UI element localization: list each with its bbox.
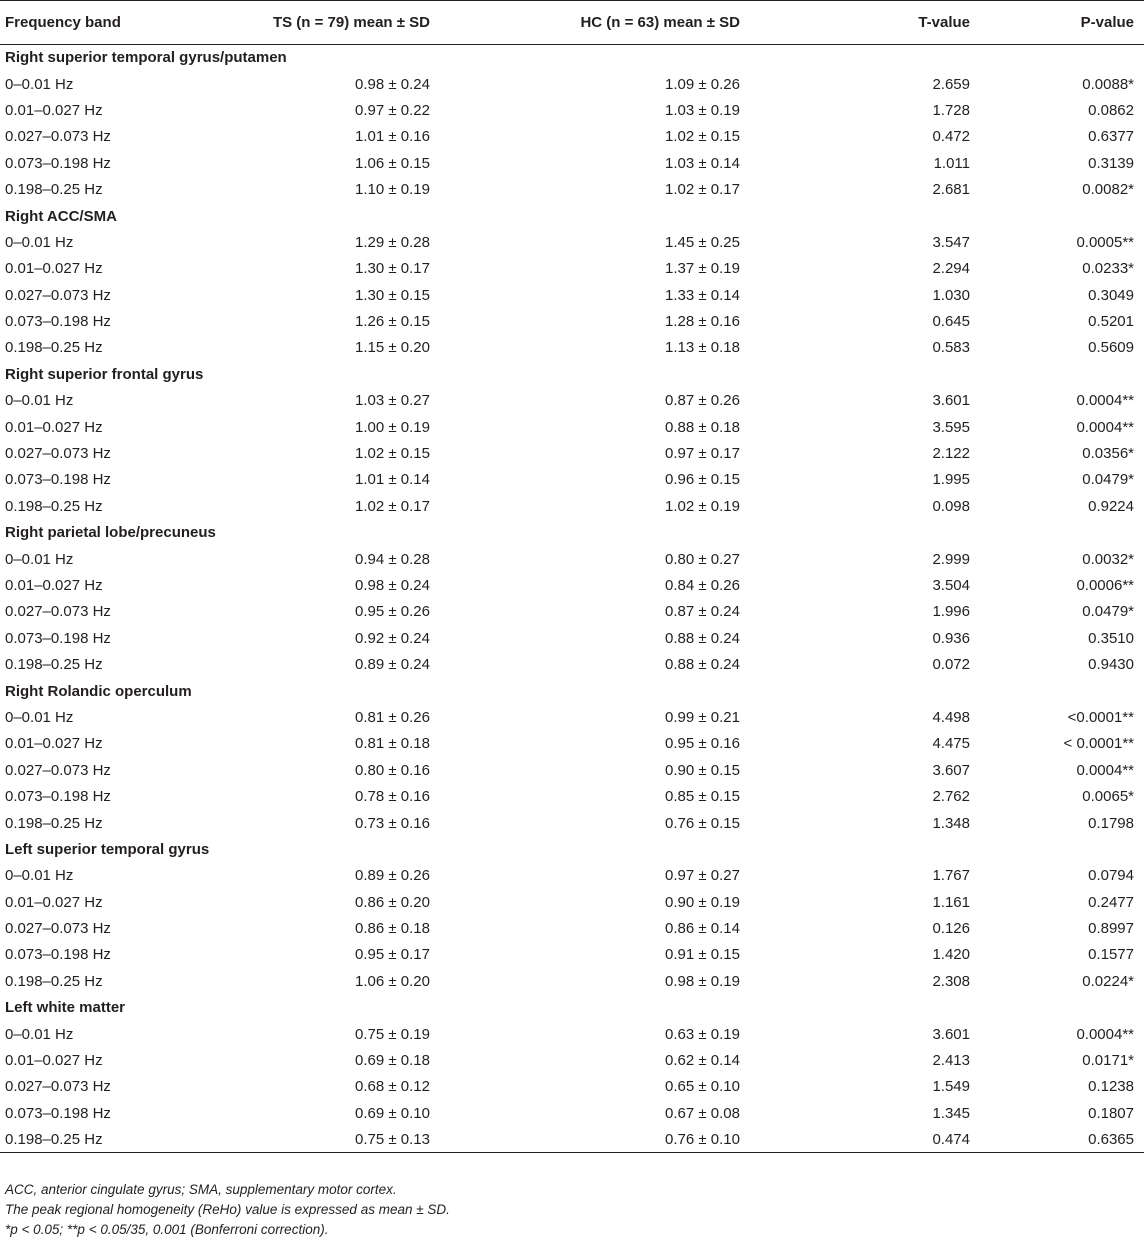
cell-p-value: < 0.0001** xyxy=(1063,735,1134,753)
table-row xyxy=(0,256,1144,282)
cell-hc-mean-sd: 0.97 ± 0.17 xyxy=(665,445,740,463)
cell-hc-mean-sd: 0.85 ± 0.15 xyxy=(665,788,740,806)
cell-t-value: 1.011 xyxy=(933,154,970,172)
cell-t-value: 1.345 xyxy=(932,1104,970,1122)
cell-ts-mean-sd: 0.89 ± 0.26 xyxy=(355,867,430,885)
cell-t-value: 0.072 xyxy=(932,656,970,674)
table-row xyxy=(0,150,1144,176)
cell-frequency-band: 0.073–0.198 Hz xyxy=(5,946,111,964)
cell-ts-mean-sd: 0.69 ± 0.10 xyxy=(355,1104,430,1122)
cell-frequency-band: 0.198–0.25 Hz xyxy=(5,181,103,199)
cell-hc-mean-sd: 0.90 ± 0.19 xyxy=(665,893,740,911)
cell-p-value: 0.1238 xyxy=(1088,1078,1134,1096)
cell-p-value: 0.0088* xyxy=(1082,75,1134,93)
table-row xyxy=(0,731,1144,757)
cell-t-value: 1.728 xyxy=(932,101,970,119)
cell-ts-mean-sd: 1.15 ± 0.20 xyxy=(355,339,430,357)
cell-t-value: 1.995 xyxy=(932,471,970,489)
table-header xyxy=(0,1,1144,45)
cell-ts-mean-sd: 0.75 ± 0.13 xyxy=(230,1127,430,1153)
table-row xyxy=(0,968,1144,994)
cell-hc-mean-sd: 1.33 ± 0.14 xyxy=(665,286,740,304)
cell-frequency-band: 0.198–0.25 Hz xyxy=(0,1127,230,1153)
cell-hc-mean-sd: 0.67 ± 0.08 xyxy=(665,1104,740,1122)
cell-hc-mean-sd: 1.37 ± 0.19 xyxy=(665,260,740,278)
header-t-value: T-value xyxy=(740,1,970,45)
table-row xyxy=(0,572,1144,598)
cell-hc-mean-sd: 0.90 ± 0.15 xyxy=(665,761,740,779)
cell-t-value: 3.607 xyxy=(932,761,970,779)
cell-p-value: 0.0004** xyxy=(1076,1025,1134,1043)
cell-frequency-band: 0–0.01 Hz xyxy=(5,75,74,93)
cell-t-value: 2.294 xyxy=(932,260,970,278)
cell-frequency-band: 0–0.01 Hz xyxy=(5,392,74,410)
cell-t-value: 2.122 xyxy=(932,445,970,463)
cell-hc-mean-sd: 1.09 ± 0.26 xyxy=(665,75,740,93)
cell-hc-mean-sd: 0.88 ± 0.24 xyxy=(665,629,740,647)
region-header-row xyxy=(0,678,1144,704)
cell-p-value: 0.6365 xyxy=(970,1127,1144,1153)
cell-hc-mean-sd: 0.88 ± 0.24 xyxy=(665,656,740,674)
cell-hc-mean-sd: 1.45 ± 0.25 xyxy=(665,233,740,251)
cell-frequency-band: 0.027–0.073 Hz xyxy=(5,445,111,463)
cell-hc-mean-sd: 0.95 ± 0.16 xyxy=(665,735,740,753)
cell-t-value: 4.498 xyxy=(932,708,970,726)
cell-t-value: 1.996 xyxy=(932,603,970,621)
cell-p-value: <0.0001** xyxy=(1067,708,1134,726)
region-header-row xyxy=(0,203,1144,229)
cell-ts-mean-sd: 1.02 ± 0.17 xyxy=(355,497,430,515)
cell-t-value: 0.936 xyxy=(932,629,970,647)
table-row xyxy=(0,810,1144,836)
table-row xyxy=(0,625,1144,651)
cell-ts-mean-sd: 0.92 ± 0.24 xyxy=(355,629,430,647)
table-row xyxy=(0,229,1144,255)
cell-hc-mean-sd: 0.80 ± 0.27 xyxy=(665,550,740,568)
cell-hc-mean-sd: 1.13 ± 0.18 xyxy=(665,339,740,357)
cell-t-value: 3.601 xyxy=(932,1025,970,1043)
region-name: Left superior temporal gyrus xyxy=(5,840,210,858)
cell-t-value: 0.472 xyxy=(932,128,970,146)
cell-ts-mean-sd: 0.95 ± 0.26 xyxy=(355,603,430,621)
table-row xyxy=(0,704,1144,730)
cell-frequency-band: 0–0.01 Hz xyxy=(5,233,74,251)
cell-t-value: 3.601 xyxy=(932,392,970,410)
cell-ts-mean-sd: 1.03 ± 0.27 xyxy=(355,392,430,410)
table-row xyxy=(0,1021,1144,1047)
cell-hc-mean-sd: 0.76 ± 0.15 xyxy=(665,814,740,832)
cell-ts-mean-sd: 0.81 ± 0.26 xyxy=(355,708,430,726)
cell-ts-mean-sd: 0.68 ± 0.12 xyxy=(355,1078,430,1096)
cell-hc-mean-sd: 0.87 ± 0.24 xyxy=(665,603,740,621)
table-row xyxy=(0,388,1144,414)
cell-p-value: 0.5609 xyxy=(1088,339,1134,357)
cell-hc-mean-sd: 0.98 ± 0.19 xyxy=(665,972,740,990)
table-row xyxy=(0,1100,1144,1126)
cell-t-value: 2.659 xyxy=(932,75,970,93)
table-row xyxy=(0,783,1144,809)
cell-p-value: 0.0794 xyxy=(1088,867,1134,885)
cell-frequency-band: 0.027–0.073 Hz xyxy=(5,761,111,779)
cell-frequency-band: 0.198–0.25 Hz xyxy=(5,656,103,674)
cell-p-value: 0.0862 xyxy=(1088,101,1134,119)
cell-hc-mean-sd: 1.02 ± 0.19 xyxy=(665,497,740,515)
cell-hc-mean-sd: 0.84 ± 0.26 xyxy=(665,577,740,594)
cell-p-value: 0.0005** xyxy=(1076,233,1134,251)
cell-p-value: 0.9430 xyxy=(1088,656,1134,674)
cell-hc-mean-sd: 1.03 ± 0.19 xyxy=(665,101,740,119)
table-row xyxy=(0,1127,1144,1153)
header-hc: HC (n = 63) mean ± SD xyxy=(430,1,740,45)
cell-ts-mean-sd: 0.69 ± 0.18 xyxy=(355,1052,430,1070)
table-row xyxy=(0,546,1144,572)
cell-frequency-band: 0.01–0.027 Hz xyxy=(5,735,103,753)
cell-t-value: 3.595 xyxy=(932,418,970,436)
table-row xyxy=(0,414,1144,440)
cell-ts-mean-sd: 0.78 ± 0.16 xyxy=(355,788,430,806)
cell-t-value: 0.098 xyxy=(932,497,970,515)
cell-ts-mean-sd: 1.00 ± 0.19 xyxy=(355,418,430,436)
table-row xyxy=(0,863,1144,889)
cell-p-value: 0.0004** xyxy=(1076,761,1134,779)
cell-frequency-band: 0.01–0.027 Hz xyxy=(5,101,103,119)
cell-hc-mean-sd: 0.96 ± 0.15 xyxy=(665,471,740,489)
cell-t-value: 1.420 xyxy=(932,946,970,964)
table-row xyxy=(0,651,1144,677)
cell-ts-mean-sd: 0.80 ± 0.16 xyxy=(355,761,430,779)
table-row xyxy=(0,71,1144,97)
cell-frequency-band: 0.198–0.25 Hz xyxy=(5,497,103,515)
cell-hc-mean-sd: 0.86 ± 0.14 xyxy=(665,920,740,938)
cell-frequency-band: 0.073–0.198 Hz xyxy=(5,629,111,647)
table-row xyxy=(0,493,1144,519)
footnote-abbreviations: ACC, anterior cingulate gyrus; SMA, supplementary motor cortex. xyxy=(5,1182,397,1197)
header-p-value: P-value xyxy=(970,1,1144,45)
cell-frequency-band: 0.01–0.027 Hz xyxy=(5,893,103,911)
cell-frequency-band: 0.073–0.198 Hz xyxy=(5,154,111,172)
table-row xyxy=(0,942,1144,968)
cell-p-value: 0.0479* xyxy=(1082,471,1134,489)
footnote-reho: The peak regional homogeneity (ReHo) value is expressed as mean ± SD. xyxy=(5,1202,450,1217)
header-ts: TS (n = 79) mean ± SD xyxy=(230,1,430,45)
cell-t-value: 0.474 xyxy=(740,1127,970,1153)
table-row xyxy=(0,889,1144,915)
cell-p-value: 0.0356* xyxy=(1082,445,1134,463)
cell-ts-mean-sd: 1.02 ± 0.15 xyxy=(355,445,430,463)
table-row xyxy=(0,440,1144,466)
cell-hc-mean-sd: 1.03 ± 0.14 xyxy=(665,154,740,172)
cell-p-value: 0.6377 xyxy=(1088,128,1134,146)
table-row xyxy=(0,124,1144,150)
region-header-row xyxy=(0,45,1144,71)
region-header-row xyxy=(0,836,1144,862)
cell-p-value: 0.3049 xyxy=(1088,286,1134,304)
cell-frequency-band: 0.027–0.073 Hz xyxy=(5,603,111,621)
cell-frequency-band: 0.01–0.027 Hz xyxy=(5,1052,103,1070)
cell-t-value: 3.504 xyxy=(932,577,970,594)
cell-frequency-band: 0.01–0.027 Hz xyxy=(5,577,103,594)
cell-ts-mean-sd: 1.30 ± 0.17 xyxy=(355,260,430,278)
table-body xyxy=(0,45,1144,1153)
cell-ts-mean-sd: 0.95 ± 0.17 xyxy=(355,946,430,964)
cell-p-value: 0.0171* xyxy=(1082,1052,1134,1070)
cell-p-value: 0.5201 xyxy=(1088,313,1134,331)
cell-t-value: 2.413 xyxy=(932,1052,970,1070)
cell-ts-mean-sd: 0.97 ± 0.22 xyxy=(355,101,430,119)
cell-t-value: 1.767 xyxy=(932,867,970,885)
cell-ts-mean-sd: 0.89 ± 0.24 xyxy=(355,656,430,674)
region-header-row xyxy=(0,361,1144,387)
cell-frequency-band: 0.027–0.073 Hz xyxy=(5,286,111,304)
table-row xyxy=(0,176,1144,202)
region-name: Right parietal lobe/precuneus xyxy=(5,524,216,542)
cell-p-value: 0.1807 xyxy=(1088,1104,1134,1122)
table-row xyxy=(0,1074,1144,1100)
cell-ts-mean-sd: 0.98 ± 0.24 xyxy=(355,75,430,93)
cell-t-value: 1.549 xyxy=(932,1078,970,1096)
cell-frequency-band: 0–0.01 Hz xyxy=(5,550,74,568)
cell-ts-mean-sd: 0.98 ± 0.24 xyxy=(355,577,430,594)
cell-frequency-band: 0.198–0.25 Hz xyxy=(5,814,103,832)
cell-ts-mean-sd: 1.30 ± 0.15 xyxy=(355,286,430,304)
cell-hc-mean-sd: 0.65 ± 0.10 xyxy=(665,1078,740,1096)
cell-frequency-band: 0–0.01 Hz xyxy=(5,1025,74,1043)
cell-ts-mean-sd: 0.86 ± 0.18 xyxy=(355,920,430,938)
cell-t-value: 3.547 xyxy=(932,233,970,251)
cell-t-value: 1.348 xyxy=(932,814,970,832)
cell-frequency-band: 0.073–0.198 Hz xyxy=(5,1104,111,1122)
cell-p-value: 0.0004** xyxy=(1076,418,1134,436)
cell-frequency-band: 0.01–0.027 Hz xyxy=(5,260,103,278)
cell-hc-mean-sd: 0.76 ± 0.10 xyxy=(430,1127,740,1153)
cell-frequency-band: 0.027–0.073 Hz xyxy=(5,920,111,938)
cell-p-value: 0.0004** xyxy=(1076,392,1134,410)
region-header-row xyxy=(0,520,1144,546)
cell-frequency-band: 0.198–0.25 Hz xyxy=(5,339,103,357)
cell-p-value: 0.0006** xyxy=(1076,577,1134,594)
cell-p-value: 0.0479* xyxy=(1082,603,1134,621)
cell-t-value: 2.681 xyxy=(932,181,970,199)
cell-hc-mean-sd: 0.88 ± 0.18 xyxy=(665,418,740,436)
footnotes xyxy=(5,1180,450,1240)
cell-t-value: 0.126 xyxy=(932,920,970,938)
cell-frequency-band: 0.027–0.073 Hz xyxy=(5,1078,111,1096)
cell-hc-mean-sd: 0.63 ± 0.19 xyxy=(665,1025,740,1043)
cell-p-value: 0.0233* xyxy=(1082,260,1134,278)
region-name: Right superior frontal gyrus xyxy=(5,365,204,383)
cell-frequency-band: 0.01–0.027 Hz xyxy=(5,418,103,436)
table-row xyxy=(0,308,1144,334)
cell-p-value: 0.0032* xyxy=(1082,550,1134,568)
header-row xyxy=(0,1,1144,45)
cell-hc-mean-sd: 0.87 ± 0.26 xyxy=(665,392,740,410)
cell-p-value: 0.0224* xyxy=(1082,972,1134,990)
region-name: Left white matter xyxy=(5,999,126,1017)
cell-t-value: 4.475 xyxy=(932,735,970,753)
cell-p-value: 0.8997 xyxy=(1088,920,1134,938)
cell-p-value: 0.3139 xyxy=(1088,154,1134,172)
cell-ts-mean-sd: 1.10 ± 0.19 xyxy=(355,181,430,199)
cell-ts-mean-sd: 0.81 ± 0.18 xyxy=(355,735,430,753)
cell-hc-mean-sd: 0.99 ± 0.21 xyxy=(665,708,740,726)
cell-t-value: 1.161 xyxy=(932,893,970,911)
table-row xyxy=(0,915,1144,941)
cell-p-value: 0.9224 xyxy=(1088,497,1134,515)
cell-p-value: 0.0082* xyxy=(1082,181,1134,199)
cell-hc-mean-sd: 0.91 ± 0.15 xyxy=(665,946,740,964)
cell-ts-mean-sd: 0.86 ± 0.20 xyxy=(355,893,430,911)
cell-t-value: 2.762 xyxy=(932,788,970,806)
footnote-significance: *p < 0.05; **p < 0.05/35, 0.001 (Bonferroni correction). xyxy=(5,1222,329,1237)
cell-t-value: 2.999 xyxy=(932,550,970,568)
cell-ts-mean-sd: 1.01 ± 0.16 xyxy=(355,128,430,146)
cell-hc-mean-sd: 1.02 ± 0.17 xyxy=(665,181,740,199)
cell-ts-mean-sd: 1.06 ± 0.20 xyxy=(355,972,430,990)
cell-frequency-band: 0.027–0.073 Hz xyxy=(5,128,111,146)
table-row xyxy=(0,757,1144,783)
region-name: Right superior temporal gyrus/putamen xyxy=(5,49,287,67)
cell-t-value: 0.645 xyxy=(932,313,970,331)
table-row xyxy=(0,599,1144,625)
region-name: Right Rolandic operculum xyxy=(5,682,192,700)
cell-p-value: 0.3510 xyxy=(1088,629,1134,647)
cell-ts-mean-sd: 1.29 ± 0.28 xyxy=(355,233,430,251)
cell-ts-mean-sd: 0.94 ± 0.28 xyxy=(355,550,430,568)
cell-p-value: 0.1798 xyxy=(1088,814,1134,832)
cell-frequency-band: 0.073–0.198 Hz xyxy=(5,313,111,331)
cell-hc-mean-sd: 0.62 ± 0.14 xyxy=(665,1052,740,1070)
cell-ts-mean-sd: 1.01 ± 0.14 xyxy=(355,471,430,489)
table-row xyxy=(0,467,1144,493)
table-row xyxy=(0,282,1144,308)
cell-ts-mean-sd: 0.75 ± 0.19 xyxy=(355,1025,430,1043)
cell-hc-mean-sd: 0.97 ± 0.27 xyxy=(665,867,740,885)
cell-hc-mean-sd: 1.02 ± 0.15 xyxy=(665,128,740,146)
cell-t-value: 2.308 xyxy=(932,972,970,990)
cell-p-value: 0.0065* xyxy=(1082,788,1134,806)
table-row xyxy=(0,97,1144,123)
cell-ts-mean-sd: 1.26 ± 0.15 xyxy=(355,313,430,331)
cell-frequency-band: 0.073–0.198 Hz xyxy=(5,788,111,806)
cell-frequency-band: 0–0.01 Hz xyxy=(5,708,74,726)
cell-t-value: 0.583 xyxy=(932,339,970,357)
cell-ts-mean-sd: 1.06 ± 0.15 xyxy=(355,154,430,172)
region-header-row xyxy=(0,995,1144,1021)
cell-p-value: 0.1577 xyxy=(1088,946,1134,964)
cell-frequency-band: 0–0.01 Hz xyxy=(5,867,74,885)
cell-t-value: 1.030 xyxy=(932,286,970,304)
cell-frequency-band: 0.073–0.198 Hz xyxy=(5,471,111,489)
cell-hc-mean-sd: 1.28 ± 0.16 xyxy=(665,313,740,331)
table-row xyxy=(0,335,1144,361)
cell-frequency-band: 0.198–0.25 Hz xyxy=(5,972,103,990)
header-frequency-band: Frequency band xyxy=(0,1,230,45)
region-name: Right ACC/SMA xyxy=(5,207,117,225)
cell-p-value: 0.2477 xyxy=(1088,893,1134,911)
table-row xyxy=(0,1047,1144,1073)
cell-ts-mean-sd: 0.73 ± 0.16 xyxy=(355,814,430,832)
